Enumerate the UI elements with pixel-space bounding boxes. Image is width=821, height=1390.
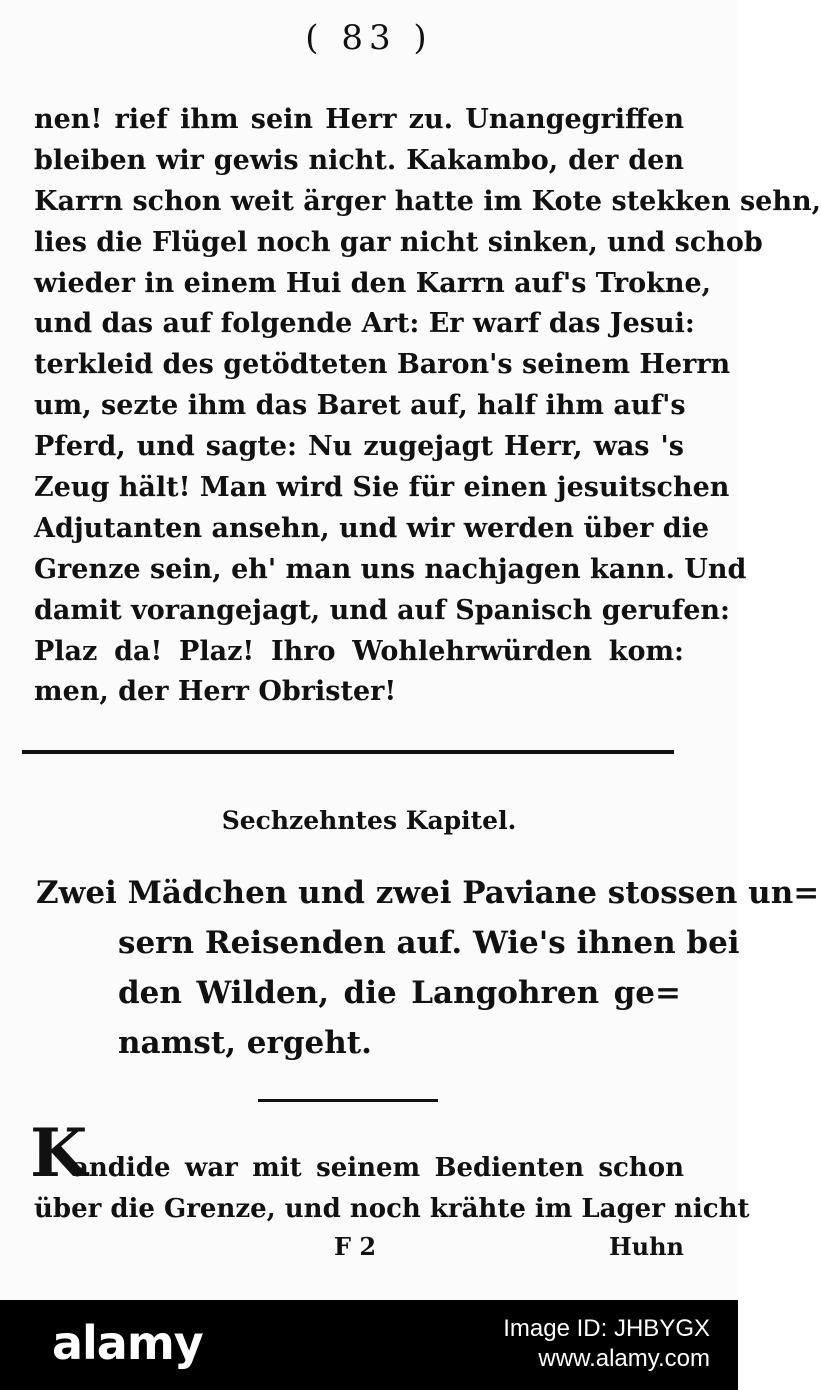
text-line: lies die Flügel noch gar nicht sinken, und schob xyxy=(34,226,763,258)
watermark-info xyxy=(503,1314,710,1374)
summary-line: namst, ergeht. xyxy=(118,1025,372,1061)
text-line: Zeug hält! Man wird Sie für einen jesuitschen xyxy=(34,472,730,504)
text-line: men, der Herr Obrister! xyxy=(34,676,397,708)
site-url-label: www.alamy.com xyxy=(538,1345,710,1372)
catchword: Huhn xyxy=(608,1232,684,1261)
text-line: Grenze sein, eh' man uns nachjagen kann. Und xyxy=(34,553,747,585)
text-line: Pferd, und sagte: Nu zugejagt Herr, was 's xyxy=(34,431,684,463)
chapter-heading: Sechzehntes Kapitel. xyxy=(221,806,517,835)
image-id-label: Image ID: JHBYGX xyxy=(503,1315,710,1342)
stock-watermark-bar xyxy=(0,1300,738,1390)
summary-line: Zwei Mädchen und zwei Paviane stossen un= xyxy=(36,875,820,911)
text-line: und das auf folgende Art: Er warf das Jesui: xyxy=(34,308,695,340)
text-line: um, sezte ihm das Baret auf, half ihm auf's xyxy=(34,390,686,422)
text-line: terkleid des getödteten Baron's seinem Herrn xyxy=(34,349,731,381)
section-divider-rule xyxy=(22,750,674,754)
chapter-opening-paragraph xyxy=(34,1148,750,1230)
text-line: Adjutanten ansehn, und wir werden über die xyxy=(34,512,710,544)
chapter-summary xyxy=(36,868,820,1068)
signature-mark: F 2 xyxy=(334,1232,377,1261)
chapter-divider-rule xyxy=(258,1099,438,1102)
text-line: andide war mit seinem Bedienten schon xyxy=(72,1153,684,1183)
page-number: ( 83 ) xyxy=(305,18,433,58)
text-line: über die Grenze, und noch krähte im Lager nicht xyxy=(34,1193,750,1224)
text-line: Plaz da! Plaz! Ihro Wohlehrwürden kom: xyxy=(34,635,684,667)
text-line: bleiben wir gewis nicht. Kakambo, der den xyxy=(34,144,684,176)
text-line: wieder in einem Hui den Karrn auf's Trokne, xyxy=(34,267,712,299)
alamy-logo: alamy xyxy=(52,1316,203,1370)
text-line: damit vorangejagt, und auf Spanisch gerufen: xyxy=(34,594,731,626)
text-line: Karrn schon weit ärger hatte im Kote stekken sehn, xyxy=(34,185,821,217)
summary-line: sern Reisenden auf. Wie's ihnen bei xyxy=(118,925,740,961)
drop-cap: K xyxy=(30,1114,88,1192)
summary-line: den Wilden, die Langohren ge= xyxy=(118,975,681,1011)
text-line: nen! rief ihm sein Herr zu. Unangegriffen xyxy=(34,104,684,135)
paragraph-continuation xyxy=(34,100,821,713)
